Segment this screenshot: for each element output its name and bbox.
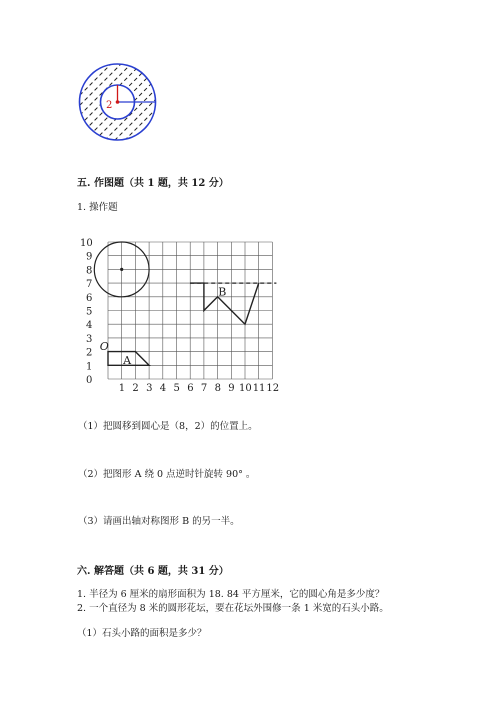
y-tick-label: 7 xyxy=(86,279,93,291)
question-6-1: 1. 半径为 6 厘米的扇形面积为 18. 84 平方厘米，它的圆心角是多少度？ xyxy=(77,589,385,600)
x-tick-label: 10 xyxy=(239,383,252,392)
x-tick-label: 3 xyxy=(146,383,153,392)
y-axis-labels xyxy=(80,238,93,386)
section-6-title: 六. 解答题（共 6 题，共 31 分） xyxy=(77,566,229,577)
grid-circle-center xyxy=(120,268,123,271)
x-tick-label: 7 xyxy=(200,383,208,392)
x-tick-label: 12 xyxy=(266,383,280,392)
y-tick-label: 10 xyxy=(80,238,93,249)
x-tick-label: 11 xyxy=(252,383,266,392)
y-tick-label: 8 xyxy=(86,265,93,277)
question-6-2: 2. 一个直径为 8 米的圆形花坛，要在花坛外围修一条 1 米宽的石头小路。 xyxy=(77,603,389,614)
sub-question-1: （1）把圆移到圆心是（8，2）的位置上。 xyxy=(78,421,258,432)
y-tick-label: 0 xyxy=(86,375,93,386)
grid-lines xyxy=(108,242,272,379)
center-dot xyxy=(116,100,120,104)
question-6-2-sub-1: （1）石头小路的面积是多少？ xyxy=(77,628,207,639)
x-tick-label: 6 xyxy=(187,383,194,392)
sub-question-2: （2）把图形 A 绕 0 点逆时针旋转 90° 。 xyxy=(78,469,256,480)
y-tick-label: 2 xyxy=(86,347,93,359)
ring-hatching xyxy=(75,60,160,150)
shape-a-label: A xyxy=(123,353,132,367)
y-tick-label: 4 xyxy=(86,320,93,332)
y-tick-label: 1 xyxy=(86,361,93,373)
coordinate-grid xyxy=(78,232,288,392)
x-tick-label: 9 xyxy=(228,383,235,392)
section-5-title: 五. 作图题（共 1 题，共 12 分） xyxy=(77,178,229,189)
radius-label: 2 xyxy=(106,100,113,111)
x-tick-label: 1 xyxy=(118,383,126,392)
question-5-1-title: 1. 操作题 xyxy=(77,202,118,213)
shape-b-label: B xyxy=(218,285,227,299)
sub-question-3: （3）请画出轴对称图形 B 的另一半。 xyxy=(78,516,240,527)
x-tick-label: 5 xyxy=(173,383,180,392)
y-tick-label: 9 xyxy=(86,251,93,263)
x-tick-label: 4 xyxy=(159,383,167,392)
x-axis-labels xyxy=(119,383,279,392)
ring-figure xyxy=(75,60,160,150)
x-tick-label: 2 xyxy=(132,383,139,392)
y-tick-label: 5 xyxy=(86,306,93,318)
point-o-label: O xyxy=(99,340,109,354)
y-tick-label: 3 xyxy=(86,333,93,345)
y-tick-label: 6 xyxy=(86,292,93,304)
x-tick-label: 8 xyxy=(214,383,221,392)
